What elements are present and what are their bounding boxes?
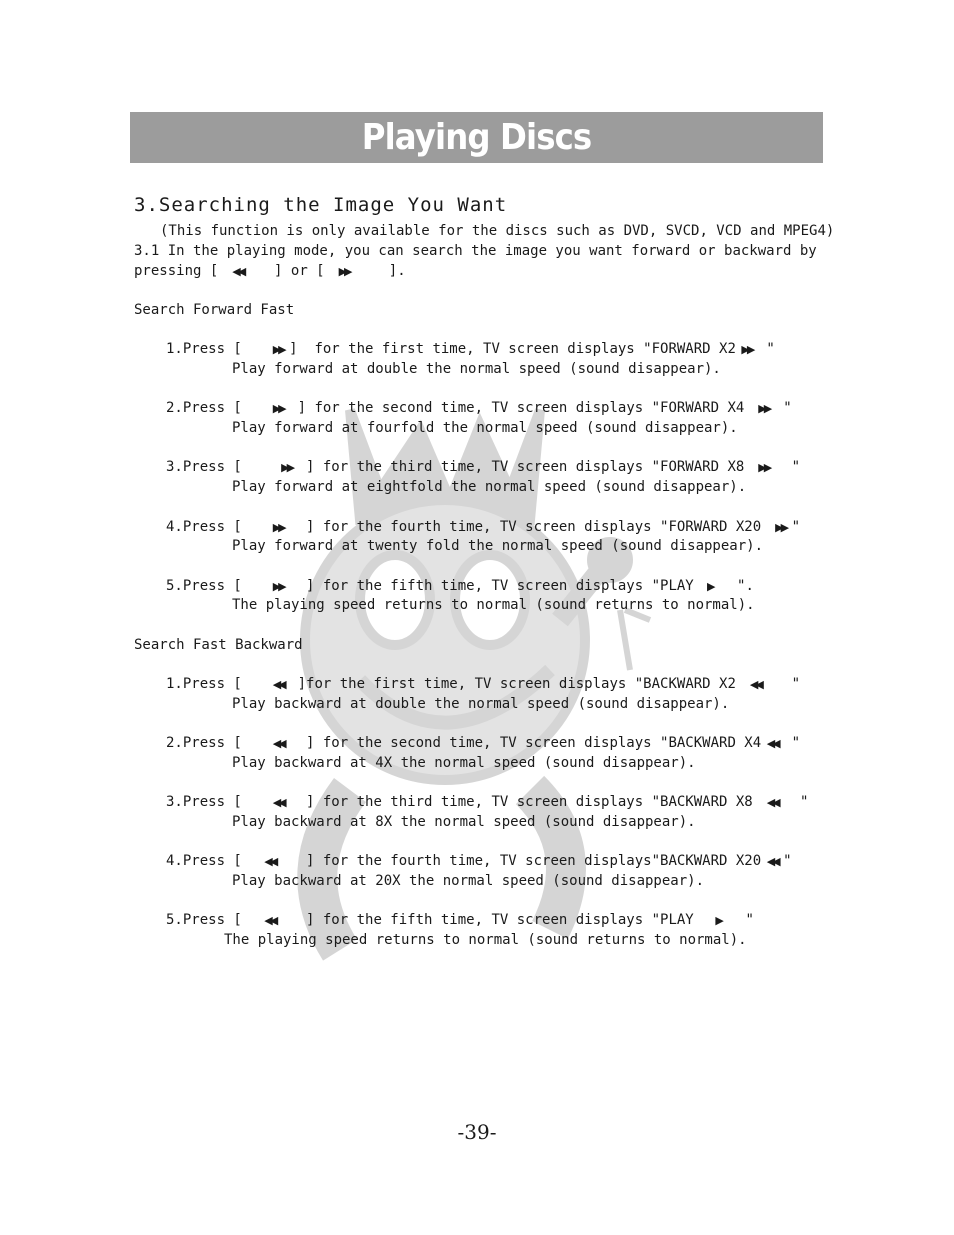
item-text: " [745,912,754,928]
backward-item-5 [166,911,754,930]
title-banner [130,112,823,163]
item-text: ] for the third time, TV screen displays "FORWARD X8 [306,459,745,475]
item-text: 4.Press [ [166,519,242,535]
item-text: ] for the fifth time, TV screen displays "PLAY [306,578,694,594]
forward-item-1 [166,340,775,359]
backward-item-1-desc: Play backward at double the normal speed (sound disappear). [232,696,730,712]
forward-item-3-desc: Play forward at eightfold the normal speed (sound disappear). [232,479,747,495]
rewind-icon: ◀◀ [766,855,778,868]
forward-item-5 [166,577,754,596]
fast-forward-icon: ▶▶ [272,343,284,356]
backward-item-1 [166,675,800,694]
item-text: 1.Press [ [166,341,242,357]
item-text: 2.Press [ [166,400,242,416]
fast-forward-icon: ▶▶ [741,343,753,356]
section-heading: 3.Searching the Image You Want [134,194,508,216]
backward-item-4 [166,852,792,871]
intro-line-2 [134,262,406,281]
intro-text: pressing [ [134,263,219,279]
rewind-icon: ◀◀ [766,737,778,750]
item-text: ] for the second time, TV screen displays "FORWARD X4 [297,400,745,416]
item-text: ] for the second time, TV screen displays "BACKWARD X4 [306,735,762,751]
rewind-icon: ◀◀ [272,678,284,691]
fast-forward-icon: ▶▶ [272,580,284,593]
item-text: " [783,400,792,416]
backward-item-5-desc: The playing speed returns to normal (sound returns to normal). [224,932,747,948]
forward-item-5-desc: The playing speed returns to normal (sound returns to normal). [232,597,755,613]
item-text: 4.Press [ [166,853,242,869]
rewind-icon: ◀◀ [272,796,284,809]
fast-forward-icon: ▶▶ [272,521,284,534]
backward-item-2 [166,734,800,753]
forward-item-1-desc: Play forward at double the normal speed (sound disappear). [232,361,721,377]
item-text: ". [737,578,754,594]
item-text: 3.Press [ [166,794,242,810]
rewind-icon: ◀◀ [272,737,284,750]
item-text: 5.Press [ [166,912,242,928]
rewind-icon: ◀◀ [264,855,276,868]
item-text: " [791,735,801,751]
forward-item-4 [166,518,800,537]
item-text: 1.Press [ [166,676,242,692]
intro-text: ]. [388,263,406,279]
forward-item-2 [166,399,792,418]
item-text: ] for the third time, TV screen displays "BACKWARD X8 [306,794,753,810]
rewind-icon: ◀◀ [264,914,276,927]
rewind-icon: ◀◀ [749,678,761,691]
item-text: ]for the first time, TV screen displays "BACKWARD X2 [297,676,736,692]
rewind-icon: ◀◀ [232,265,244,278]
fast-forward-icon: ▶▶ [281,461,293,474]
item-text: 3.Press [ [166,459,242,475]
intro-text: ] or [ [274,263,325,279]
play-icon: ▶ [706,580,716,593]
item-text: " [766,341,775,357]
page-number: -39- [457,1120,497,1144]
item-text: ] for the fifth time, TV screen displays "PLAY [306,912,694,928]
forward-item-4-desc: Play forward at twenty fold the normal speed (sound disappear). [232,538,764,554]
item-text: 2.Press [ [166,735,242,751]
fast-forward-icon: ▶▶ [272,402,284,415]
forward-item-3 [166,458,800,477]
item-text: " [791,519,801,535]
backward-item-3 [166,793,808,812]
item-text: " [791,676,801,692]
item-text: " [791,459,801,475]
fast-forward-icon: ▶▶ [758,461,770,474]
item-text: ] for the fourth time, TV screen displays"BACKWARD X20 [306,853,762,869]
backward-item-3-desc: Play backward at 8X the normal speed (sound disappear). [232,814,696,830]
intro-line-1: 3.1 In the playing mode, you can search the image you want forward or backward by [134,243,817,259]
fast-forward-icon: ▶▶ [758,402,770,415]
backward-section-title: Search Fast Backward [134,637,303,653]
item-text: " [783,853,792,869]
backward-item-2-desc: Play backward at 4X the normal speed (sound disappear). [232,755,696,771]
backward-item-4-desc: Play backward at 20X the normal speed (sound disappear). [232,873,705,889]
forward-item-2-desc: Play forward at fourfold the normal speed (sound disappear). [232,420,738,436]
item-text: 5.Press [ [166,578,242,594]
fast-forward-icon: ▶▶ [338,265,350,278]
item-text: ] for the first time, TV screen displays "FORWARD X2 [289,341,736,357]
play-icon: ▶ [715,914,724,927]
forward-section-title: Search Forward Fast [134,302,295,318]
item-text: ] for the fourth time, TV screen displays "FORWARD X20 [306,519,762,535]
rewind-icon: ◀◀ [766,796,778,809]
fast-forward-icon: ▶▶ [775,521,787,534]
page-title: Playing Discs [361,117,592,158]
item-text: " [800,794,809,810]
availability-note: (This function is only available for the discs such as DVD, SVCD, VCD and MPEG4) [160,223,835,239]
